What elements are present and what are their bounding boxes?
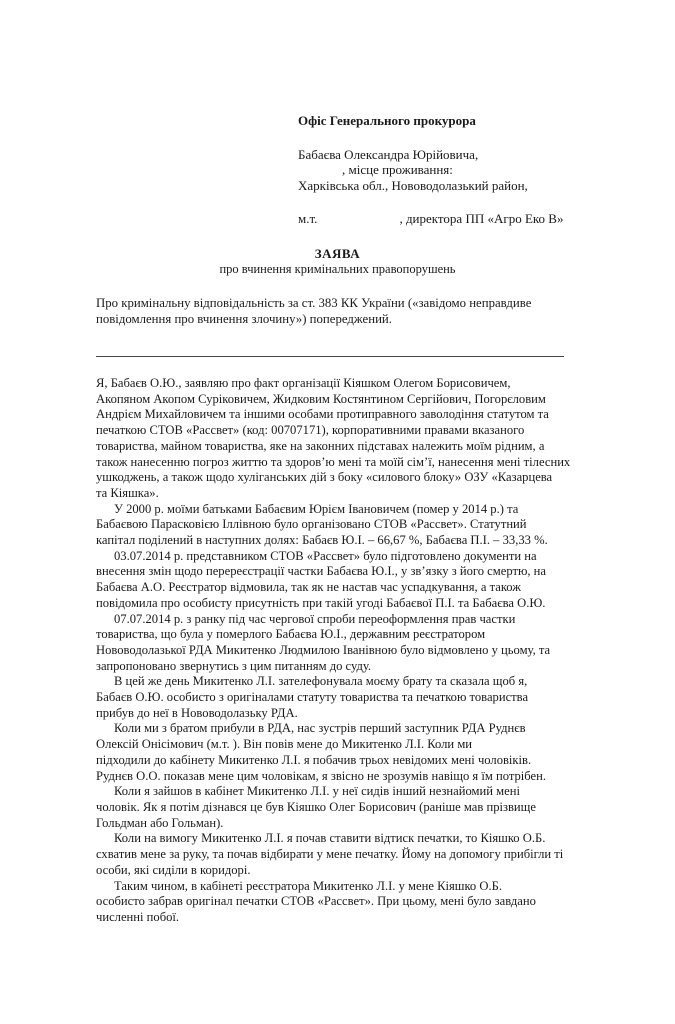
text-line: повідомила про особисту присутність при такій угоді Бабаєвої П.І. та Бабаєва О.Ю. xyxy=(96,595,546,610)
text-line: Андрієм Михайловичем та іншими особами протиправного заволодіння статутом та xyxy=(96,407,549,422)
text-line: чоловік. Як я потім дізнався це був Кіяшко Олег Борисович (раніше мав прізвище xyxy=(96,799,536,814)
text-line: печаткою СТОВ «Рассвет» (код: 00707171), корпоративними правами вказаного xyxy=(96,423,525,438)
sender-position: , директора ПП «Агро Еко В» xyxy=(399,211,564,226)
text-line: 07.07.2014 р. з ранку під час чергової спроби переоформлення прав частки xyxy=(114,611,516,626)
text-line: численні побої. xyxy=(96,909,180,924)
text-line: Коли на вимогу Микитенко Л.І. я почав ставити відтиск печатки, то Кіяшко О.Б. xyxy=(114,831,546,846)
text-line: прибув до неї в Нововодолазьку РДА. xyxy=(96,705,298,720)
sender-residence: , місце проживання: xyxy=(342,162,453,177)
text-line: схватив мене за руку, та почав відбирати у мене печатку. Йому на допомогу прибігли ті xyxy=(96,847,564,862)
text-line: особи, які сиділи в коридорі. xyxy=(96,862,251,877)
text-line: капітал поділений в наступних долях: Бабаєв Ю.І. – 66,67 %, Бабаєва П.І. – 33,33 %. xyxy=(96,533,548,548)
paragraph xyxy=(96,612,586,675)
text-line: підходили до кабінету Микитенко Л.І. я побачив трьох невідомих мені чоловіків. xyxy=(96,752,532,767)
text-line: товариства, майном товариства, яке на законних підставах належить моїм рідним, а xyxy=(96,438,545,453)
document-title: ЗАЯВА xyxy=(314,246,361,261)
text-line: Нововодолазької РДА Микитенко Людмилою Іванівною було відмовлено у цьому, та xyxy=(96,642,551,657)
sender-region: Харківська обл., Нововодолазький район, xyxy=(298,177,528,193)
text-line: Акопяном Акопом Суріковичем, Жидковим Костянтином Сергійович, Погорєловим xyxy=(96,391,546,406)
liability-warning xyxy=(96,295,576,327)
statement-body xyxy=(96,376,586,926)
text-line: У 2000 р. моїми батьками Бабаєвим Юрієм Івановичем (помер у 2014 р.) та xyxy=(114,501,519,516)
text-line: В цей же день Микитенко Л.І. зателефонувала моєму брату та сказала щоб я, xyxy=(114,674,528,689)
paragraph xyxy=(96,502,586,549)
text-line: запропоновано звернутись з цим питанням до суду. xyxy=(96,658,372,673)
office-title: Офіс Генерального прокурора xyxy=(298,113,476,128)
addressee-block xyxy=(298,113,563,227)
text-line: Олексій Онісімович (м.т. ). Він повів мене до Микитенко Л.І. Коли ми xyxy=(96,737,473,752)
text-line: Гольдман або Гольман). xyxy=(96,815,224,830)
sender-name: Бабаєва Олександра Юрійовича, xyxy=(298,146,479,162)
text-line: товариства, що була у померлого Бабаєва Ю.І., державним реєстратором xyxy=(96,627,486,642)
text-line: також нанесенню погроз життю та здоров’ю мені та моїй сім’ї, нанесення мені тілесних xyxy=(96,454,571,469)
text-line: особисто забрав оригінал печатки СТОВ «Рассвет». При цьому, мені було завдано xyxy=(96,894,536,909)
text-line: Руднєв О.О. показав мене цим чоловікам, я звісно не зрозумів навіщо я їм потрібен. xyxy=(96,768,547,783)
text-line: 03.07.2014 р. представником СТОВ «Рассвет» було підготовлено документи на xyxy=(114,548,537,563)
paragraph xyxy=(96,831,586,878)
sender-town-prefix: м.т. xyxy=(298,211,318,226)
text-line: та Кіяшка». xyxy=(96,485,159,500)
text-line: Я, Бабаєв О.Ю., заявляю про факт організації Кіяшком Олегом Борисовичем, xyxy=(96,376,511,390)
paragraph xyxy=(96,879,586,926)
text-line: Бабаєва А.О. Реєстратор відмовила, так як не настав час успадкування, а також xyxy=(96,580,521,595)
warning-line: повідомлення про вчинення злочину») попереджений. xyxy=(96,312,392,326)
warning-line: Про кримінальну відповідальність за ст. 383 КК України («завідомо неправдиве xyxy=(96,296,532,310)
document-subtitle: про вчинення кримінальних правопорушень xyxy=(219,262,456,276)
text-line: внесення змін щодо перереєстрації частки Бабаєва Ю.І., у зв’язку з його смертю, на xyxy=(96,564,546,579)
paragraph xyxy=(96,721,586,784)
paragraph xyxy=(96,784,586,831)
text-line: Таким чином, в кабінеті реєстратора Микитенко Л.І. у мене Кіяшко О.Б. xyxy=(114,878,503,893)
paragraph xyxy=(96,674,586,721)
sender-town-position xyxy=(298,211,563,227)
paragraph xyxy=(96,549,586,612)
text-line: Бабаєвою Парасковією Іллівною було організовано СТОВ «Рассвет». Статутний xyxy=(96,517,527,532)
divider-line xyxy=(96,356,564,357)
text-line: Бабаєв О.Ю. особисто з оригіналами статуту товариства та печаткою товариства xyxy=(96,690,529,705)
text-line: Коли ми з братом прибули в РДА, нас зустрів перший заступник РДА Руднєв xyxy=(114,721,526,736)
text-line: Коли я зайшов в кабінет Микитенко Л.І. у неї сидів інший незнайомий мені xyxy=(114,784,520,799)
text-line: ушкоджень, а також щодо хуліганських дій з боку «силового блоку» ОЗУ «Казарцева xyxy=(96,470,553,485)
paragraph xyxy=(96,376,586,502)
